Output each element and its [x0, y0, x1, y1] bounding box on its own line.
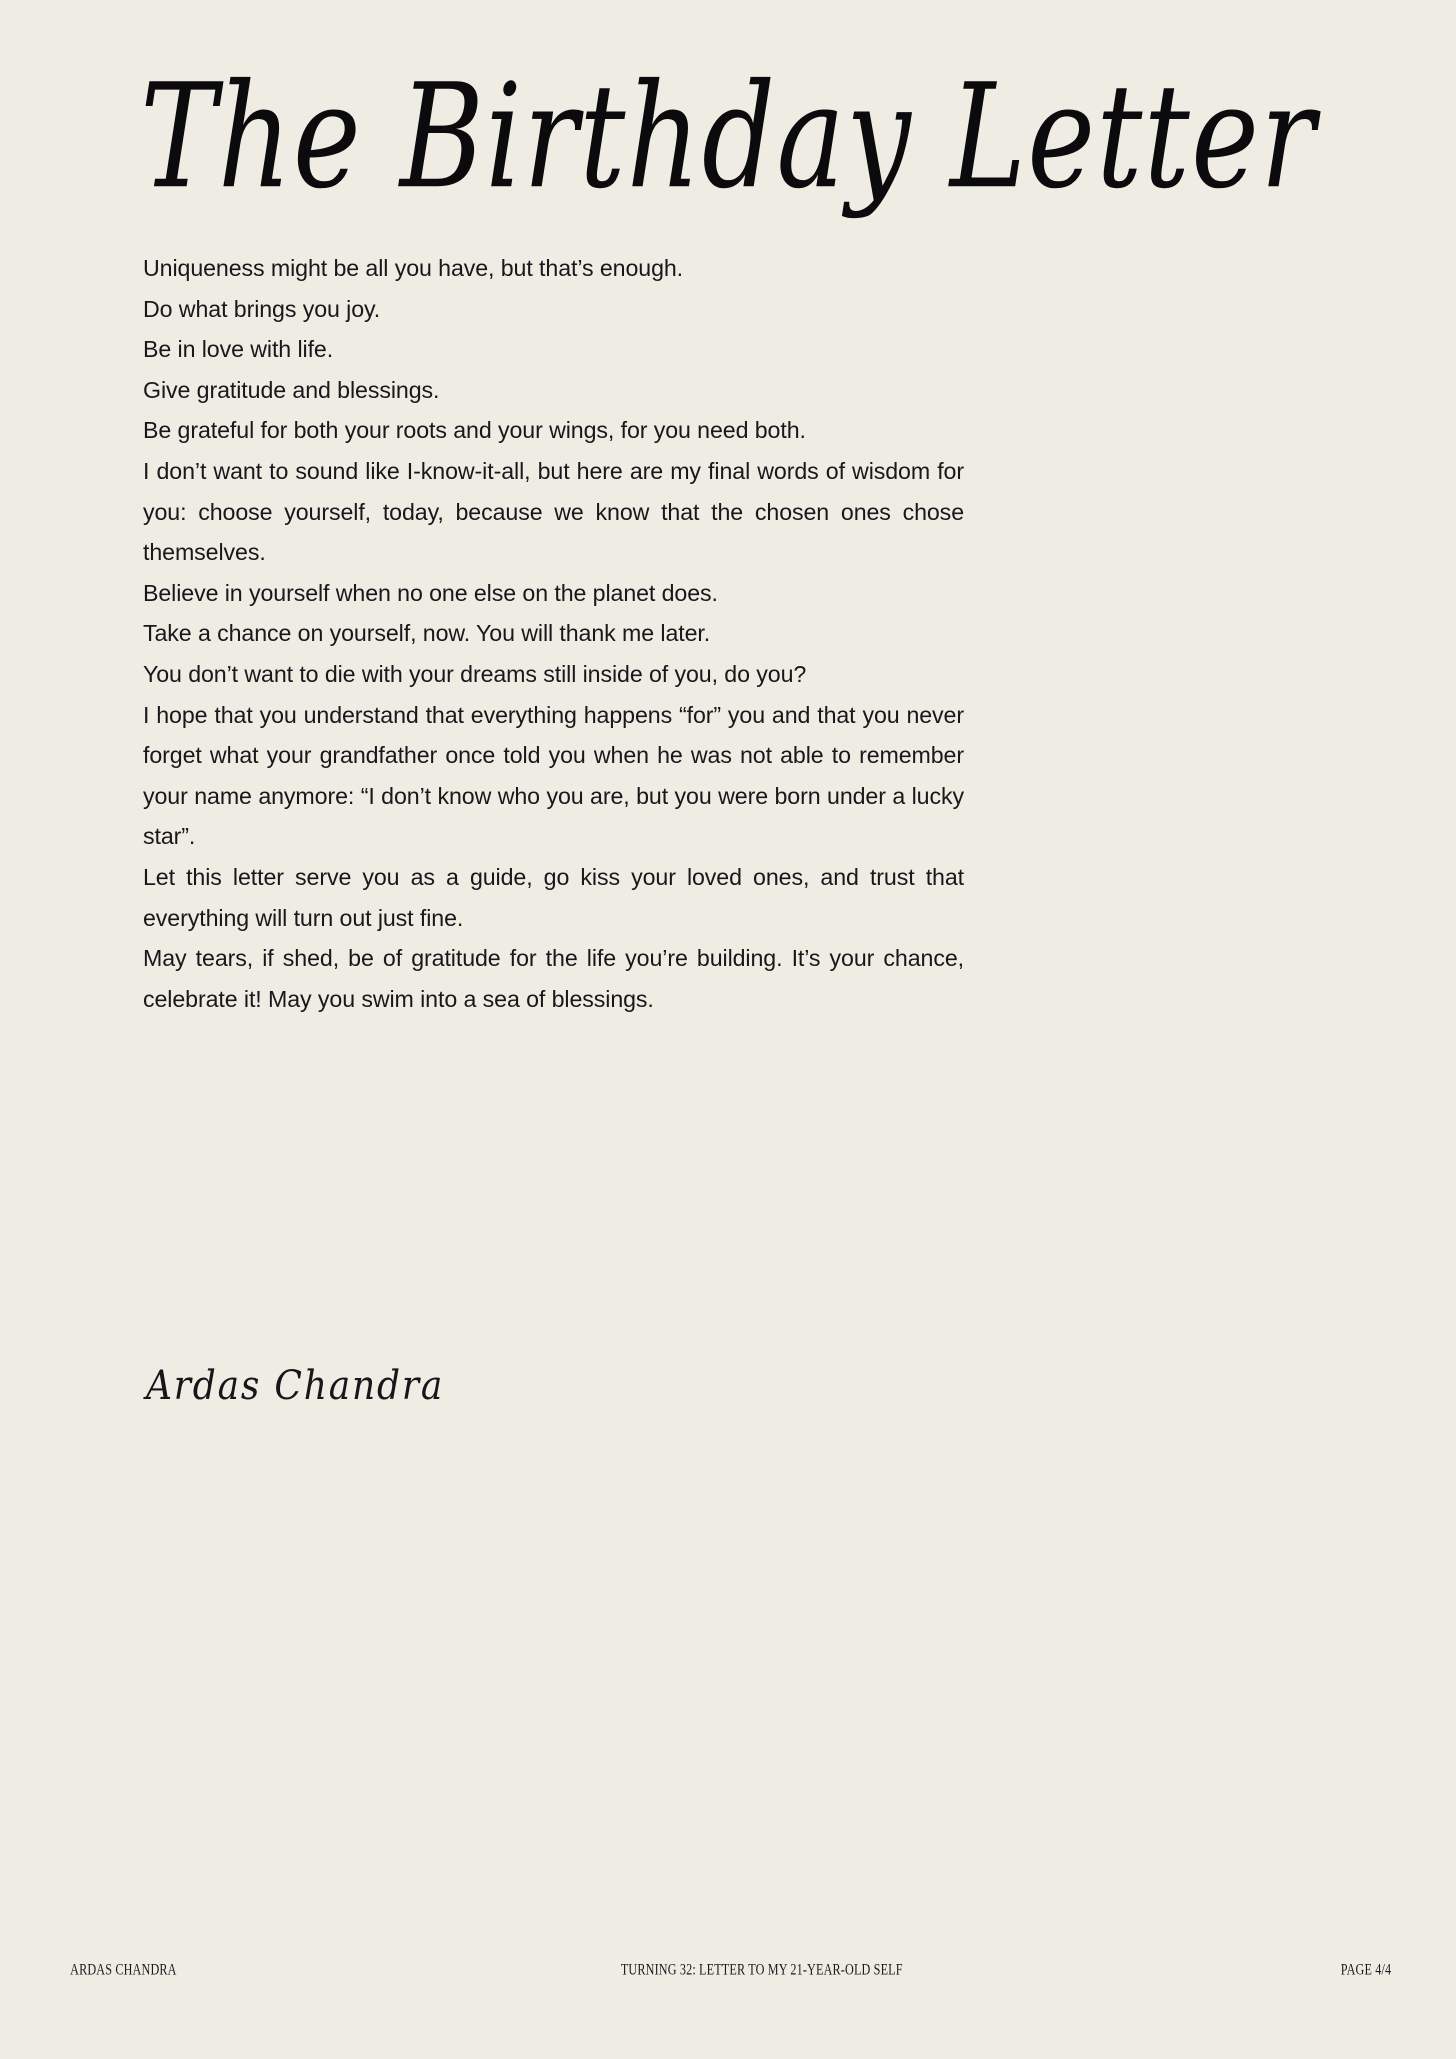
footer-page-number-text: PAGE 4/4	[1340, 1960, 1392, 1979]
footer-page-number	[1336, 1962, 1396, 1979]
letter-body	[143, 248, 964, 1019]
signature: Ardas Chandra	[146, 1363, 445, 1410]
letter-paragraph: Do what brings you joy.	[143, 295, 381, 322]
footer-author-text: ARDAS CHANDRA	[70, 1960, 177, 1979]
letter-paragraph: I hope that you understand that everything happens “for” you and that you never forget what your grandfather once told you when he was not able to remember your name anymore: “I don’t know who you are, but you were born under a lucky star”.	[143, 701, 964, 850]
letter-paragraph: Let this letter serve you as a guide, go kiss your loved ones, and trust that everything will turn out just fine.	[143, 863, 964, 931]
page-title-container	[0, 52, 1456, 221]
footer-author	[60, 1962, 187, 1979]
footer-title-text: TURNING 32: LETTER TO MY 21-YEAR-OLD SELF	[620, 1960, 903, 1979]
letter-paragraph: May tears, if shed, be of gratitude for the life you’re building. It’s your chance, celebrate it! May you swim into a sea of blessings.	[143, 945, 964, 1012]
letter-paragraph: Take a chance on yourself, now. You will thank me later.	[143, 620, 711, 647]
page-title: The Birthday Letter	[139, 52, 1317, 221]
letter-paragraph: I don’t want to sound like I-know-it-all, but here are my final words of wisdom for you: choose yourself, today, because we know that the chosen ones chose themselves.	[143, 457, 964, 566]
letter-paragraph: Be grateful for both your roots and your wings, for you need both.	[143, 417, 806, 444]
page-footer	[60, 1962, 1396, 1979]
letter-paragraph: Be in love with life.	[143, 336, 334, 363]
letter-paragraph: Give gratitude and blessings.	[143, 376, 440, 403]
letter-paragraph: Uniqueness might be all you have, but that’s enough.	[143, 255, 684, 281]
footer-title	[187, 1962, 1336, 1979]
letter-paragraph: Believe in yourself when no one else on the planet does.	[143, 579, 718, 606]
letter-paragraph: You don’t want to die with your dreams still inside of you, do you?	[143, 660, 807, 687]
